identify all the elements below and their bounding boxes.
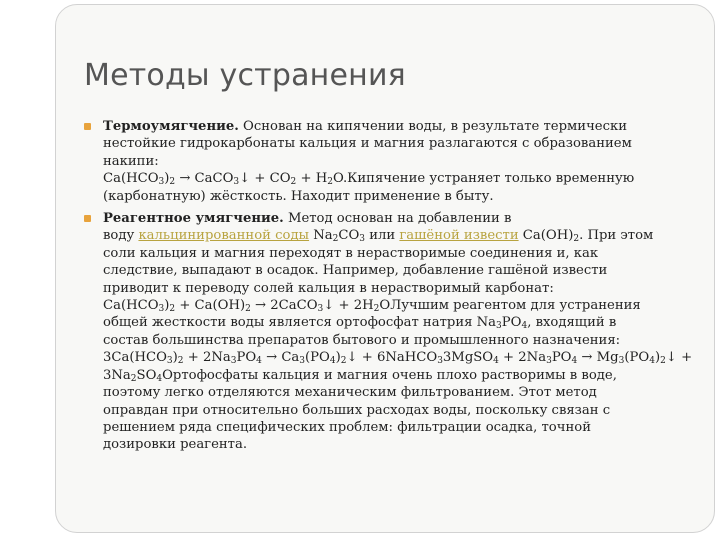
slide-body bbox=[84, 118, 693, 454]
formula-part: ↓ + CO bbox=[239, 171, 291, 187]
formula-part: (PO bbox=[624, 350, 650, 366]
text-span: Основан на кипячении воды, в результате термически bbox=[238, 119, 628, 134]
text-line: поэтому легко отделяются механическим фильтрованием. Этот метод bbox=[103, 385, 597, 401]
subscript: 4 bbox=[256, 356, 262, 367]
formula-part: ) bbox=[164, 298, 170, 314]
subscript: 3 bbox=[618, 356, 625, 367]
formula-part: CO bbox=[338, 228, 360, 244]
subscript: 4 bbox=[156, 373, 163, 384]
formula-part: + Ca(OH) bbox=[175, 298, 246, 314]
formula-line bbox=[103, 349, 693, 367]
formula-part: 3Ca(HCO bbox=[103, 350, 167, 366]
text-span: воду bbox=[103, 228, 139, 244]
subscript: 2 bbox=[327, 177, 333, 188]
item-heading: Термоумягчение. bbox=[103, 119, 239, 134]
subscript: 2 bbox=[573, 234, 580, 245]
text-line: (карбонатную) жёсткость. Находит применение в быту. bbox=[103, 188, 494, 204]
link-soda-ash[interactable]: кальцинированной соды bbox=[138, 228, 310, 244]
text-line: состав большинства препаратов бытового и промышленного назначения: bbox=[103, 332, 621, 348]
formula-part: + H bbox=[296, 171, 328, 187]
text-span: Ортофосфаты кальция и магния очень плохо растворимы в воде, bbox=[162, 367, 617, 383]
subscript: 3 bbox=[359, 234, 366, 245]
subscript: 4 bbox=[493, 356, 499, 367]
formula-part: O.Кипячение устраняет только временную bbox=[332, 171, 635, 187]
text-span: или bbox=[365, 228, 400, 244]
subscript: 2 bbox=[340, 356, 347, 367]
formula-part: ) bbox=[335, 350, 341, 366]
text-span: . При этом bbox=[579, 228, 654, 244]
bullet-item-reagent-softening bbox=[84, 210, 693, 454]
formula-part: 3MgSO bbox=[442, 350, 494, 366]
formula-part: Ca(OH) bbox=[518, 228, 574, 244]
text-line: оправдан при относительно больших расходах воды, поскольку связан с bbox=[103, 402, 611, 418]
formula-part: ↓ + bbox=[665, 350, 693, 366]
subscript: 2 bbox=[177, 356, 184, 367]
text-line bbox=[103, 118, 680, 135]
text-line: следствие, выпадают в осадок. Например, добавление гашёной извести bbox=[103, 263, 608, 279]
subscript: 3 bbox=[317, 304, 324, 315]
formula-part: ) bbox=[172, 350, 178, 366]
formula-part: + 2Na bbox=[183, 350, 231, 366]
text-line: нестойкие гидрокарбонаты кальция и магния разлагаются с образованием bbox=[103, 136, 632, 152]
formula-part: SO bbox=[136, 367, 157, 383]
formula-part: ↓ + 6NaHCO bbox=[346, 350, 438, 366]
formula-part: → 2CaCO bbox=[250, 298, 318, 314]
subscript: 2 bbox=[169, 304, 176, 315]
formula-part: → CaCO bbox=[175, 171, 234, 187]
formula-part: ) bbox=[654, 350, 661, 366]
formula-part: Na bbox=[309, 228, 333, 244]
subscript: 3 bbox=[158, 177, 165, 188]
subscript: 3 bbox=[158, 304, 165, 315]
subscript: 3 bbox=[166, 356, 173, 367]
bullet-item-thermal-softening bbox=[84, 118, 680, 205]
bullet-marker-icon bbox=[84, 123, 91, 130]
text-line: решением ряда специфических проблем: фильтрации осадка, точной bbox=[103, 419, 591, 435]
formula-part: ↓ + 2H bbox=[323, 298, 374, 314]
subscript: 2 bbox=[169, 177, 176, 188]
link-slaked-lime[interactable]: гашёной извести bbox=[399, 228, 519, 244]
slide-title: Методы устранения bbox=[84, 58, 406, 93]
text-line bbox=[103, 227, 680, 244]
formula-part: Ca(HCO bbox=[103, 171, 159, 187]
formula-part: Ca(HCO bbox=[103, 298, 159, 314]
subscript: 4 bbox=[571, 356, 578, 367]
formula-part: ) bbox=[164, 171, 170, 187]
subscript: 2 bbox=[130, 373, 137, 384]
formula-part: 3Na bbox=[103, 367, 131, 383]
formula-line bbox=[103, 170, 680, 187]
subscript: 4 bbox=[649, 356, 655, 367]
item-heading: Реагентное умягчение. bbox=[103, 211, 284, 227]
subscript: 3 bbox=[230, 356, 237, 367]
text-line: соли кальция и магния переходят в нерастворимые соединения и, как bbox=[103, 245, 599, 261]
subscript: 3 bbox=[233, 177, 240, 188]
subscript: 4 bbox=[521, 321, 528, 332]
formula-line bbox=[103, 297, 680, 314]
subscript: 2 bbox=[373, 304, 380, 315]
formula-line bbox=[103, 367, 680, 384]
text-line bbox=[103, 314, 680, 331]
subscript: 3 bbox=[437, 356, 443, 367]
subscript: 4 bbox=[329, 356, 336, 367]
formula-part: → Ca bbox=[261, 350, 300, 366]
formula-part: PO bbox=[551, 350, 572, 366]
formula-part: + 2Na bbox=[498, 350, 547, 366]
text-span: , входящий в bbox=[527, 315, 617, 331]
subscript: 2 bbox=[290, 177, 297, 188]
text-line: дозировки реагента. bbox=[103, 437, 248, 453]
text-span: общей жесткости воды является ортофосфат натрия Na bbox=[103, 315, 497, 331]
subscript: 2 bbox=[660, 356, 666, 367]
subscript: 2 bbox=[332, 234, 339, 245]
text-line: накипи: bbox=[103, 153, 159, 169]
formula-part: (PO bbox=[305, 350, 330, 366]
formula-part: OЛучшим реагентом для устранения bbox=[379, 298, 641, 314]
subscript: 3 bbox=[299, 356, 306, 367]
text-line bbox=[103, 210, 680, 227]
subscript: 3 bbox=[496, 321, 502, 332]
subscript: 3 bbox=[546, 356, 552, 367]
formula-part: PO bbox=[236, 350, 257, 366]
bullet-marker-icon bbox=[84, 215, 91, 222]
text-span: Метод основан на добавлении в bbox=[283, 211, 512, 227]
text-line: приводит к переводу солей кальция в нерастворимый карбонат: bbox=[103, 280, 554, 296]
formula-part: → Mg bbox=[577, 350, 619, 366]
formula-part: PO bbox=[501, 315, 522, 331]
subscript: 2 bbox=[245, 304, 251, 315]
